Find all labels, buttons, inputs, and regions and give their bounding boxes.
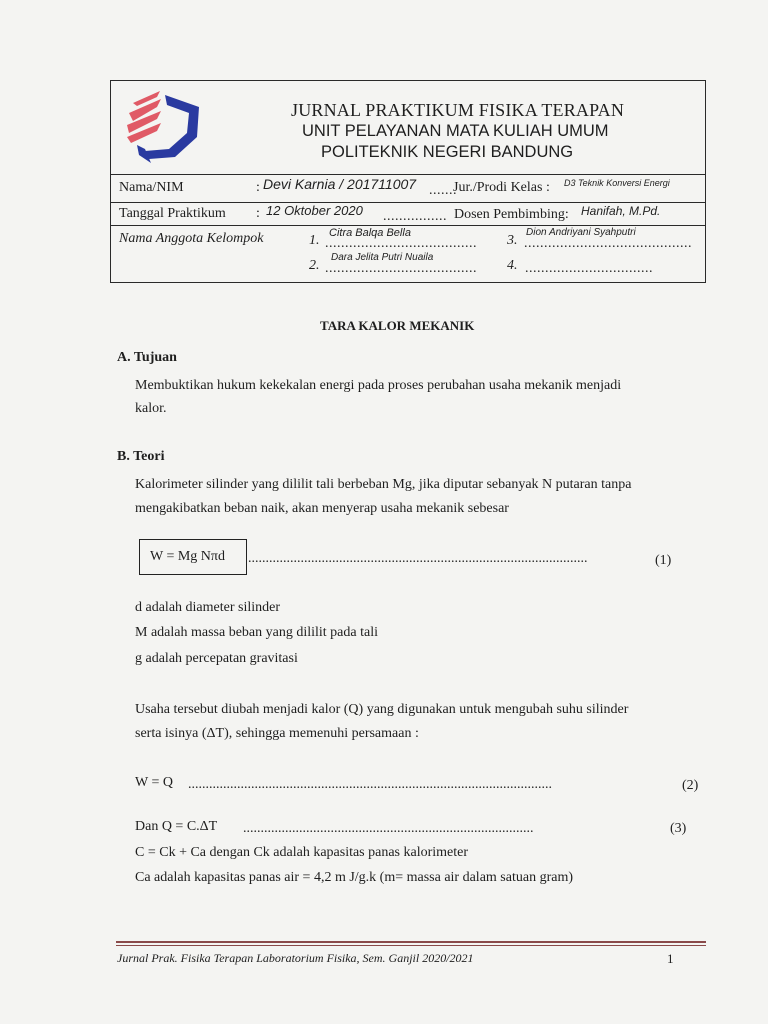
c-definition: C = Ck + Ca dengan Ck adalah kapasitas panas kalorimeter xyxy=(135,845,469,860)
tanggal-value: 12 Oktober 2020 xyxy=(266,203,363,218)
ca-definition: Ca adalah kapasitas panas air = 4,2 m J/g.k (m= massa air dalam satuan gram) xyxy=(135,870,573,885)
member-1-name: Citra Balqa Bella xyxy=(329,227,411,239)
divider-line xyxy=(111,225,705,226)
nama-value: Devi Karnia / 201711007 xyxy=(263,176,417,192)
document-title: TARA KALOR MEKANIK xyxy=(320,318,475,333)
footer-rule-thin xyxy=(116,945,706,946)
teori-line-1: Kalorimeter silinder yang dililit tali berbeban Mg, jika diputar sebanyak N putaran tanpa xyxy=(135,477,632,492)
tujuan-line-1: Membuktikan hukum kekekalan energi pada proses perubahan usaha mekanik menjadi xyxy=(135,378,622,393)
formula-1-box xyxy=(139,539,247,575)
footer-text: Jurnal Prak. Fisika Terapan Laboratorium Fisika, Sem. Ganjil 2020/2021 xyxy=(117,951,474,965)
polban-logo-icon xyxy=(115,85,205,171)
teori-line-2: mengakibatkan beban naik, akan menyerap usaha mekanik sebesar xyxy=(135,501,509,516)
nama-dots: ....... xyxy=(429,183,457,198)
divider-line xyxy=(111,202,705,203)
definition-m: M adalah massa beban yang dililit pada tali xyxy=(135,625,378,640)
formula-1-dots: ................................................................................................. xyxy=(248,551,588,566)
prodi-label: Jur./Prodi Kelas : xyxy=(453,180,550,195)
member-4-num: 4. xyxy=(507,258,518,273)
page-number: 1 xyxy=(667,951,674,966)
formula-2: W = Q xyxy=(135,775,173,790)
formula-3-dots: ................................................................................... xyxy=(243,821,534,836)
formula-2-number: (2) xyxy=(682,778,699,793)
prodi-value: D3 Teknik Konversi Energi xyxy=(564,178,670,188)
journal-title: JURNAL PRAKTIKUM FISIKA TERAPAN xyxy=(291,100,625,120)
formula-3-number: (3) xyxy=(670,821,687,836)
usaha-line-1: Usaha tersebut diubah menjadi kalor (Q) yang digunakan untuk mengubah suhu silinder xyxy=(135,702,629,717)
section-a-heading: A. Tujuan xyxy=(117,350,177,365)
formula-3: Dan Q = C.ΔT xyxy=(135,819,218,834)
member-2-dots: ...................................... xyxy=(325,261,477,276)
member-2-name: Dara Jelita Putri Nuaila xyxy=(331,252,434,263)
member-4-dots: ................................ xyxy=(525,261,653,276)
institution-title: POLITEKNIK NEGERI BANDUNG xyxy=(321,143,574,161)
dosen-label: Dosen Pembimbing: xyxy=(454,207,569,222)
formula-2-dots: ........................................................................................................ xyxy=(188,777,552,792)
formula-1: W = Mg Nπd xyxy=(150,549,225,564)
tujuan-line-2: kalor. xyxy=(135,401,167,416)
nama-colon: : xyxy=(256,180,260,195)
member-1-num: 1. xyxy=(309,233,320,248)
nama-label: Nama/NIM xyxy=(119,180,184,195)
header-title-area xyxy=(111,81,705,175)
tanggal-label: Tanggal Praktikum xyxy=(119,206,226,221)
section-b-heading: B. Teori xyxy=(117,449,165,464)
tanggal-dots: ................ xyxy=(383,209,447,224)
usaha-line-2: serta isinya (ΔT), sehingga memenuhi persamaan : xyxy=(135,726,419,741)
member-2-num: 2. xyxy=(309,258,320,273)
tanggal-colon: : xyxy=(256,206,260,221)
member-3-name: Dion Andriyani Syahputri xyxy=(526,227,636,238)
anggota-label: Nama Anggota Kelompok xyxy=(119,231,264,246)
footer-rule xyxy=(116,941,706,943)
header-box xyxy=(110,80,706,283)
definition-d: d adalah diameter silinder xyxy=(135,600,280,615)
formula-1-number: (1) xyxy=(655,553,672,568)
member-3-num: 3. xyxy=(507,233,518,248)
unit-title: UNIT PELAYANAN MATA KULIAH UMUM xyxy=(302,122,609,140)
dosen-value: Hanifah, M.Pd. xyxy=(581,204,661,218)
definition-g: g adalah percepatan gravitasi xyxy=(135,651,298,666)
member-3-dots: .......................................... xyxy=(524,236,692,251)
member-1-dots: ...................................... xyxy=(325,236,477,251)
